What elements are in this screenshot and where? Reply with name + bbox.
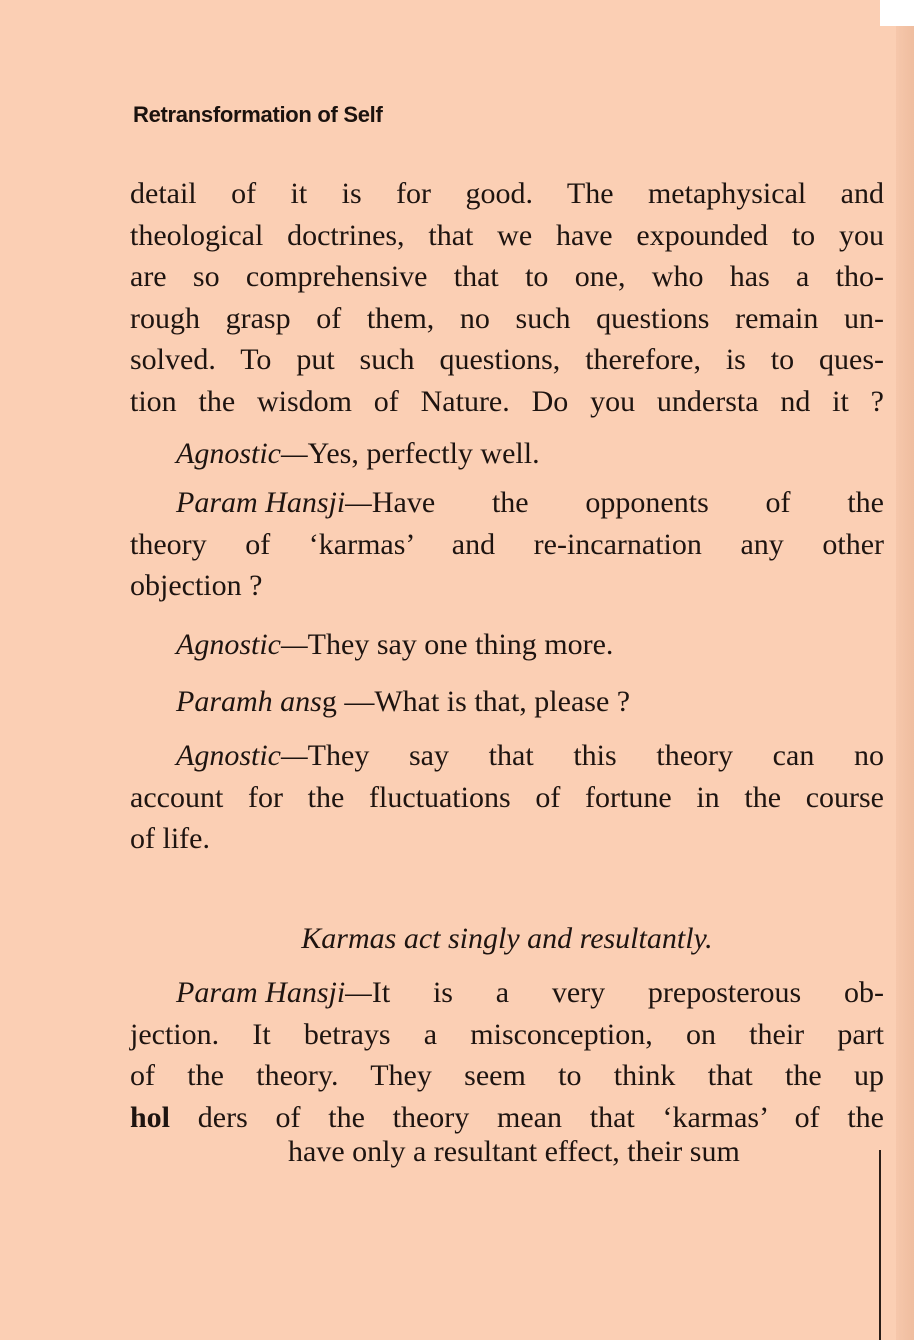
dialogue-text: What is that, please ? (374, 685, 631, 718)
text-line (130, 1097, 884, 1139)
dialogue-line (130, 735, 884, 777)
text-line: theological doctrines, that we have expounded to you (130, 218, 884, 252)
text-line: of the theory. They seem to think that the up (130, 1059, 884, 1092)
dialogue-line (130, 972, 884, 1014)
text-line-rest: ders of the theory mean that ‘karmas’ of the (170, 1100, 884, 1134)
text-line: solved. To put such questions, therefore, is to ques- (130, 343, 884, 376)
dialogue-line (130, 624, 884, 666)
speaker-name: Agnostic— (176, 739, 308, 772)
speaker-name: Agnostic— (176, 628, 308, 661)
page-edge-shadow (896, 26, 914, 1340)
speaker-name: Param Hansji— (176, 976, 372, 1009)
text-line: objection ? (130, 569, 263, 602)
dialogue-line (130, 681, 884, 723)
text-line: tion the wisdom of Nature. Do you understa nd it ? (130, 384, 884, 418)
text-line: have only a resultant effect, their sum (288, 1135, 740, 1168)
text-line: account for the fluctuations of fortune in the course (130, 780, 884, 814)
dialogue-text: Have the opponents of the (371, 486, 884, 519)
text-line: of life. (130, 822, 210, 855)
dialogue-text: It is a very preposterous ob- (371, 976, 884, 1009)
paragraph-5 (130, 681, 884, 723)
text-line: detail of it is for good. The metaphysical and (130, 177, 884, 210)
speaker-name: Agnostic— (176, 437, 308, 470)
page-corner-notch (880, 0, 914, 26)
dialogue-line (130, 482, 884, 524)
speaker-name-tail: g — (321, 685, 375, 718)
dialogue-line (130, 433, 884, 475)
paragraph-6 (130, 735, 884, 860)
paragraph-7 (130, 972, 884, 1138)
speaker-name: Paramh ans (176, 685, 322, 718)
paragraph-3 (130, 482, 884, 607)
text-line: are so comprehensive that to one, who has a tho- (130, 260, 884, 293)
smudged-word: hol (130, 1100, 171, 1134)
section-heading: Karmas act singly and resultantly. (301, 922, 713, 955)
text-line: jection. It betrays a misconception, on their part (130, 1017, 884, 1051)
dialogue-text: They say one thing more. (307, 628, 614, 661)
paragraph-1 (130, 173, 884, 422)
speaker-name: Param Hansji— (176, 486, 372, 519)
dialogue-text: They say that this theory can no (307, 739, 884, 772)
running-header: Retransformation of Self (133, 102, 383, 127)
text-line: theory of ‘karmas’ and re-incarnation any other (130, 527, 884, 561)
dialogue-text: Yes, perfectly well. (307, 437, 540, 470)
text-line: rough grasp of them, no such questions remain un- (130, 301, 884, 335)
paragraph-2 (130, 433, 884, 475)
paragraph-4 (130, 624, 884, 666)
page-margin-rule (879, 1150, 881, 1340)
